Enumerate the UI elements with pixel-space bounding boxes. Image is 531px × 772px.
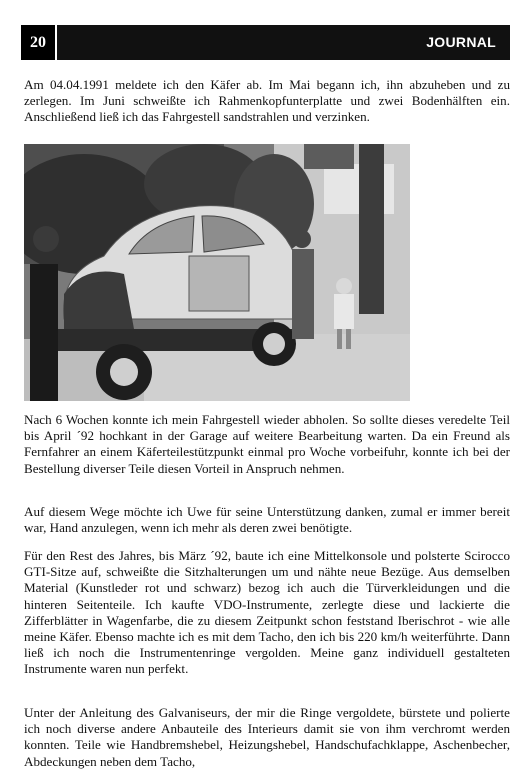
page-header xyxy=(21,25,510,60)
paragraph-1: Am 04.04.1991 meldete ich den Käfer ab. Im Mai begann ich, ihn abzuheben und zu zerlegen. Im Juni schweißte ich Rahmenkopfunterplatte und zwei Bodenhälften ein. Anschließend ließ ich das Fahrgestell sandstrahlen und verzinken. xyxy=(24,77,510,125)
page-number: 20 xyxy=(21,25,55,60)
beetle-restoration-photo xyxy=(24,144,410,401)
header-divider xyxy=(55,25,57,60)
paragraph-2: Nach 6 Wochen konnte ich mein Fahrgestell wieder abholen. So sollte dieses veredelte Teil bis April ´92 hochkant in der Garage auf weitere Bearbeitung warten. Da ein Freund als Fernfahrer an einem Käferteilestützpunkt einmal pro Woche vorbeifuhr, konnte ich bei der Bestellung diverser Teile diesen Vorteil in Anspruch nehmen. xyxy=(24,412,510,476)
journal-title: JOURNAL xyxy=(426,34,496,50)
paragraph-3: Auf diesem Wege möchte ich Uwe für seine Unterstützung danken, zumal er immer bereit war, Hand anzulegen, wenn ich mehr als deren zwei benötigte. xyxy=(24,504,510,536)
paragraph-4: Für den Rest des Jahres, bis März ´92, baute ich eine Mittelkonsole und polsterte Scirocco GTI-Sitze auf, schweißte die Sitzhalterungen um und nähte neue Bezüge. Aus demselben Material (Kunstleder rot und schwarz) bezog ich auch die Türverkleidungen und die hinteren Seitenteile. Ich kaufte VDO-Instrumente, zerlegte diese und lackierte die Zifferblätter in Wagenfarbe, die zu diesem Zeitpunkt schon feststand Iberischrot - wie alle meine Käfer. Ebenso machte ich es mit dem Tacho, den ich bis 220 km/h weiterführte. Dann ließ ich noch die Instrumentenringe vergolden. Meine ganz individuell gestalteten Instrumente waren nun perfekt. xyxy=(24,548,510,677)
paragraph-5: Unter der Anleitung des Galvaniseurs, der mir die Ringe vergoldete, bürstete und polierte ich noch diverse andere Anbauteile des Interieurs damit sie von ihm verchromt werden konnten. Teile wie Handbremshebel, Heizungshebel, Handschufachklappe, Aschenbecher, Abdeckungen neben dem Tacho, xyxy=(24,705,510,769)
